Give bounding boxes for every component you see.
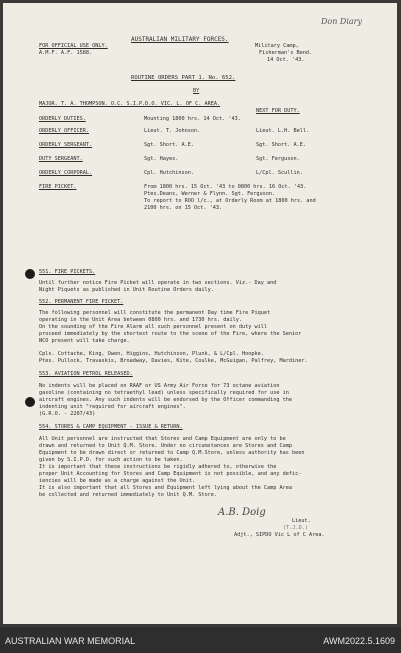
section-line: aircraft engines. Any such indents will be endorsed by the Officer commanding the bbox=[39, 397, 292, 403]
section-line: Equipment to be drawn direct or returned to Camp Q.M.Store, unless authority has been bbox=[39, 450, 305, 456]
org-heading: AUSTRALIAN MILITARY FORCES. bbox=[131, 36, 229, 43]
duty-value: Cpl. Hutchinson. bbox=[144, 170, 194, 176]
signature-appointment: Adjt., SIPDO Vic L of C Area. bbox=[234, 532, 325, 538]
section-line: It is also important that all Stores and Equipment left lying about the Camp Area bbox=[39, 485, 292, 491]
fire-picket-label: FIRE PICKET. bbox=[39, 184, 77, 190]
section-line: drawn and returned to Unit Q.M. Store. Under no circumstances are Stores and Camp bbox=[39, 443, 292, 449]
duty-value: Sgt. Short. A.E. bbox=[144, 142, 194, 148]
section-line: be collected and returned immediately to Unit Q.M. Store. bbox=[39, 492, 218, 498]
section-line: proceed immediately by the shortest route to the scene of the Fire, where the Senior bbox=[39, 331, 302, 337]
signature-bracket: (T.J.D.) bbox=[283, 525, 308, 531]
order-date: 14 Oct. '43. bbox=[267, 57, 305, 63]
duty-next: Sgt. Ferguson. bbox=[256, 156, 300, 162]
section-line: indenting unit "required for aircraft engines". bbox=[39, 404, 186, 410]
duty-label: DUTY SERGEANT. bbox=[39, 156, 83, 162]
duty-value: Sgt. Hayes. bbox=[144, 156, 179, 162]
fire-picket-line: 2100 hrs. on 15 Oct. '43. bbox=[144, 205, 223, 211]
duty-label: ORDERLY CORPORAL. bbox=[39, 170, 93, 176]
handwritten-note: Don Diary bbox=[321, 17, 363, 26]
archive-footer bbox=[0, 627, 401, 653]
punch-hole bbox=[25, 397, 35, 407]
duty-next: L/Cpl. Scullin. bbox=[256, 170, 303, 176]
section-heading: 552. PERMANENT FIRE PICKET. bbox=[39, 299, 124, 305]
by-label: BY bbox=[193, 88, 200, 94]
order-title: ROUTINE ORDERS PART 1. No. 652. bbox=[131, 75, 236, 81]
section-line: NCO present will take charge. bbox=[39, 338, 130, 344]
section-line: operating in the Unit Area between 0800 hrs. and 1730 hrs. daily. bbox=[39, 317, 243, 323]
commanding-officer: MAJOR. T. A. THOMPSON. O.C. S.I.P.D.O. VIC. L. OF C. AREA. bbox=[39, 101, 221, 107]
camp-name: Military Camp, bbox=[255, 43, 299, 49]
section-line: gasoline (containing no tetraethyl lead) unless specifically required for use in bbox=[39, 390, 289, 396]
section-line: Ptes. Pullock, Travaskis, Broadway, Davies, Kite, Coulke, McGuigan, Palfrey, Mardiner. bbox=[39, 358, 308, 364]
duty-value: Mounting 1800 hrs. 14 Oct. '43. bbox=[144, 116, 241, 122]
fire-picket-line: From 1800 hrs. 15 Oct. '43 to 0800 hrs. 16 Oct. '43. bbox=[144, 184, 307, 190]
section-line: iencies will be made as a charge against the Unit. bbox=[39, 478, 196, 484]
section-heading: 553. AVIATION PETROL RELEASED. bbox=[39, 371, 133, 377]
section-heading: 554. STORES & CAMP EQUIPMENT - ISSUE & RETURN. bbox=[39, 424, 183, 430]
duty-next: Lieut. L.H. Bell. bbox=[256, 128, 310, 134]
duty-label: ORDERLY SERGEANT. bbox=[39, 142, 93, 148]
section-line: On the sounding of the Fire Alarm all such personnel present on duty will bbox=[39, 324, 267, 330]
fire-picket-line: To report to ROO l/c., at Orderly Room at 1800 hrs. and bbox=[144, 198, 316, 204]
section-line: The following personnel will constitute the permanent Day time Fire Piquet bbox=[39, 310, 271, 316]
section-line: No indents will be placed on RAAF or US Army Air Force for 73 octane aviation bbox=[39, 383, 280, 389]
archive-name: AUSTRALIAN WAR MEMORIAL bbox=[5, 636, 136, 646]
next-for-duty-heading: NEXT FOR DUTY. bbox=[256, 108, 300, 114]
document-page bbox=[3, 3, 397, 624]
section-line: proper Unit Accounting for Stores and Camp Equipment is not possible, and any defic- bbox=[39, 471, 302, 477]
section-line: Cpls. Cottache, King, Owen, Higgins, Hutchinson, Plunk, & L/Cpl. Hoopke. bbox=[39, 351, 264, 357]
form-number: A.M.F. A.F. 1588. bbox=[39, 50, 93, 56]
section-heading: 551. FIRE PICKETS. bbox=[39, 269, 96, 275]
duty-label: ORDERLY OFFICER. bbox=[39, 128, 89, 134]
section-line: given by S.I.P.D. for such action to be taken. bbox=[39, 457, 183, 463]
duty-value: Lieut. T. Johnson. bbox=[144, 128, 201, 134]
section-line: Night Piquets as published in Unit Routine Orders daily. bbox=[39, 287, 214, 293]
official-use-label: FOR OFFICIAL USE ONLY. bbox=[39, 43, 108, 49]
punch-hole bbox=[25, 269, 35, 279]
signature-scrawl: A.B. Doig bbox=[218, 507, 266, 518]
duty-next: Sgt. Short. A.E. bbox=[256, 142, 306, 148]
archive-reference: AWM2022.5.1609 bbox=[323, 636, 395, 646]
section-line: It is important that these instructions be rigidly adhered to, otherwise the bbox=[39, 464, 277, 470]
section-line: All Unit personnel are instructed that Stores and Camp Equipment are only to be bbox=[39, 436, 286, 442]
fire-picket-line: Ptes.Deans, Werner & Flynn. Sgt. Ferguson. bbox=[144, 191, 276, 197]
signature-rank: Lieut. bbox=[292, 518, 311, 524]
section-line: Until further notice Fire Picket will operate in two sections. Viz.- Day and bbox=[39, 280, 277, 286]
section-line: (G.R.O. - 2207/43) bbox=[39, 411, 96, 417]
camp-place: Fisherman's Bend. bbox=[259, 50, 313, 56]
duty-label: ORDERLY DUTIES. bbox=[39, 116, 86, 122]
